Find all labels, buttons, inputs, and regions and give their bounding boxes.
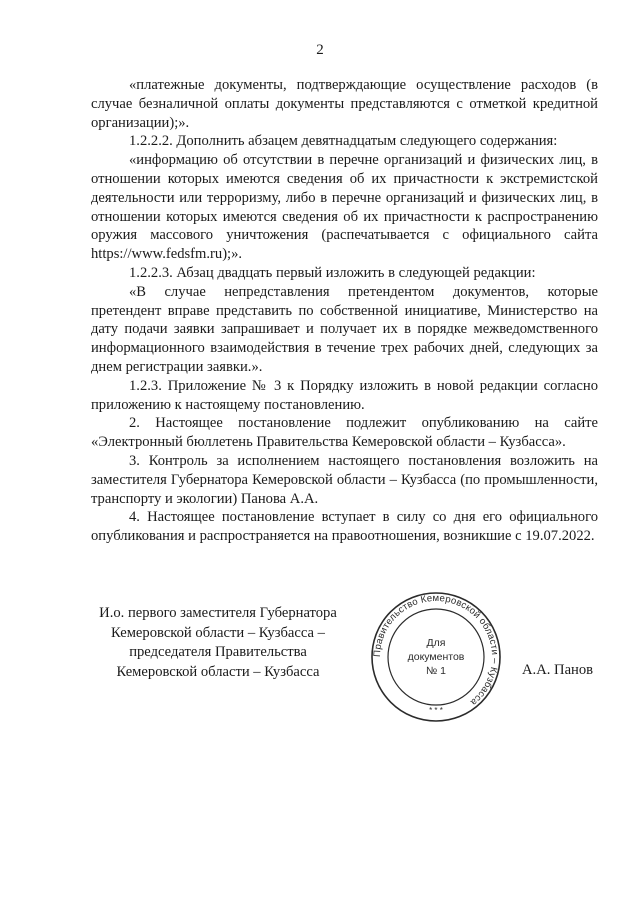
signatory-title-line: председателя Правительства <box>129 644 307 660</box>
paragraph-1-2-3: 1.2.3. Приложение № 3 к Порядку изложить в новой редакции согласно приложению к настоящему постановлению. <box>91 377 598 413</box>
paragraph-non-submission: «В случае непредставления претендентом документов, которые претендент вправе представить по собственной инициативе, Министерство на дату подачи заявки запрашивает и получает их в порядке межведомственного информационного взаимодействия в течение трех рабочих дней, следующих за днем регистрации заявки.». <box>91 283 598 375</box>
stamp-stars: * * * <box>429 706 443 715</box>
document-body <box>91 76 598 546</box>
signatory-name: А.А. Панов <box>522 662 594 678</box>
stamp-center-line: документов <box>407 651 465 663</box>
paragraph-extremism-info: «информацию об отсутствии в перечне организаций и физических лиц, в отношении которых имеются сведения об их причастности к экстремистской деятельности или терроризму, либо в перечне организаций и физических лиц, в отношении которых имеются сведения об их причастности к распространению оружия массового уничтожения (распечатывается с официального сайта https://www.fedsfm.ru);». <box>91 152 598 263</box>
stamp-ring-text: Правительство Кемеровской области – Кузбасса <box>371 592 501 708</box>
paragraph-1-2-2-2: 1.2.2.2. Дополнить абзацем девятнадцатым следующего содержания: <box>129 133 558 150</box>
paragraph-4-effective-date: 4. Настоящее постановление вступает в силу со дня его официального опубликования и распространяется на правоотношения, возникшие с 19.07.2022. <box>91 509 598 545</box>
paragraph-1-2-2-3: 1.2.2.3. Абзац двадцать первый изложить в следующей редакции: <box>129 264 536 281</box>
official-stamp <box>369 590 503 724</box>
signatory-title-line: Кемеровской области – Кузбасса <box>116 663 320 680</box>
stamp-center-line: Для <box>426 637 446 649</box>
paragraph-2-publication: 2. Настоящее постановление подлежит опубликованию на сайте «Электронный бюллетень Правительства Кемеровской области – Кузбасса». <box>91 415 598 451</box>
page-number: 2 <box>316 42 324 58</box>
paragraph-payment-documents: «платежные документы, подтверждающие осуществление расходов (в случае безналичной оплаты документы представляются с отметкой кредитной организации);». <box>91 77 598 131</box>
signatory-title <box>68 604 368 682</box>
stamp-center-line: № 1 <box>425 665 447 677</box>
paragraph-3-control: 3. Контроль за исполнением настоящего постановления возложить на заместителя Губернатора Кемеровской области – Кузбасса (по промышленности, транспорту и экологии) Панова А.А. <box>91 452 598 507</box>
signatory-title-line: Кемеровской области – Кузбасса – <box>111 624 325 641</box>
signatory-title-line: И.о. первого заместителя Губернатора <box>99 605 337 621</box>
